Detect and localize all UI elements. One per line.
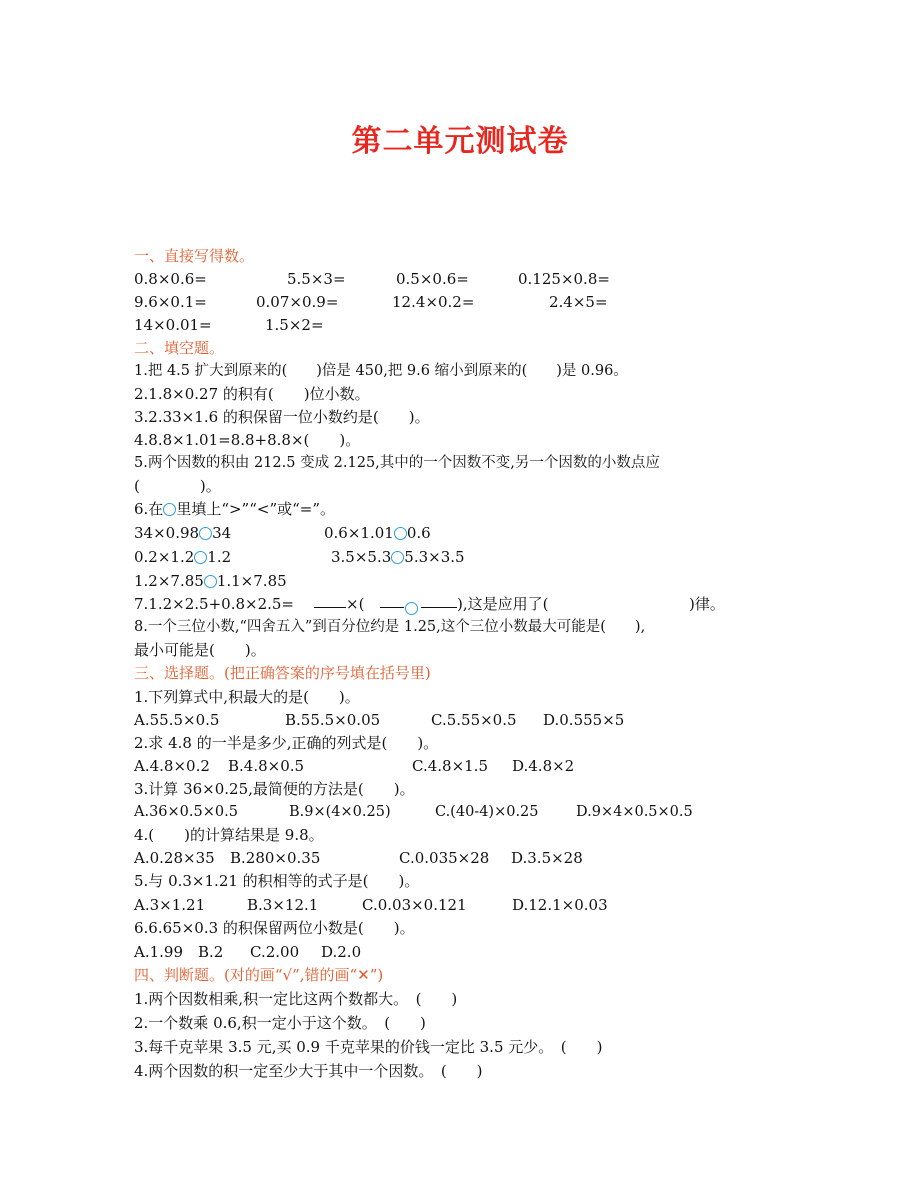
compare-item: 3.5×5.3 5.3×3.5 <box>331 548 465 566</box>
option: B.2 <box>198 943 224 961</box>
compare-row-2 <box>134 546 834 568</box>
choice-question-1: 1.下列算式中,积最大的是( )。 <box>134 688 360 706</box>
fill-question-5-blank: ( )。 <box>134 477 221 495</box>
choice-question-2: 2.求 4.8 的一半是多少,正确的列式是( )。 <box>134 734 439 752</box>
choice-options-2 <box>134 755 734 777</box>
section-3-heading: 三、选择题。(把正确答案的序号填在括号里) <box>134 664 431 682</box>
fill-question-2: 2.1.8×0.27 的积有( )位小数。 <box>134 385 370 403</box>
fill-question-4: 4.8.8×1.01=8.8+8.8×( )。 <box>134 431 361 449</box>
choice-question-5: 5.与 0.3×1.21 的积相等的式子是( )。 <box>134 872 420 890</box>
calc-item: 2.4×5= <box>549 293 608 311</box>
fill-question-5: 5.两个因数的积由 212.5 变成 2.125,其中的一个因数不变,另一个因数的小数点应 <box>134 455 660 471</box>
q7-rule-open: ),这是应用了( <box>457 595 549 613</box>
page-title: 第二单元测试卷 <box>351 124 569 159</box>
circle-icon[interactable] <box>194 551 207 564</box>
section-2-heading: 二、填空题。 <box>134 339 225 357</box>
circle-icon[interactable] <box>204 575 217 588</box>
option: C.(40-4)×0.25 <box>435 804 539 820</box>
option: D.2.0 <box>321 943 362 961</box>
choice-options-1 <box>134 709 734 731</box>
calc-item: 0.8×0.6= <box>134 270 207 288</box>
compare-row-3 <box>134 570 834 592</box>
option: C.5.55×0.5 <box>431 711 517 729</box>
judge-question-2: 2.一个数乘 0.6,积一定小于这个数。 ( ) <box>134 1014 426 1032</box>
calc-item: 1.5×2= <box>265 316 324 334</box>
circle-icon[interactable] <box>199 527 212 540</box>
fill-question-8: 8.一个三位小数,“四舍五入”到百分位约是 1.25,这个三位小数最大可能是( ), <box>134 619 646 635</box>
choice-options-4 <box>134 847 734 869</box>
judge-question-3: 3.每千克苹果 3.5 元,买 0.9 千克苹果的价钱一定比 3.5 元少。 ( ) <box>134 1038 603 1056</box>
fill-question-7 <box>134 593 794 615</box>
calc-item: 0.07×0.9= <box>256 293 339 311</box>
option: B.55.5×0.05 <box>285 711 381 729</box>
compare-item: 34×0.98 34 <box>134 524 232 542</box>
option: A.36×0.5×0.5 <box>134 804 238 820</box>
calc-row-2 <box>134 291 834 313</box>
option: D.3.5×28 <box>511 849 583 867</box>
compare-item: 1.2×7.85 1.1×7.85 <box>134 572 287 590</box>
q7-formula: 7.1.2×2.5+0.8×2.5= <box>134 595 295 613</box>
choice-question-4: 4.( )的计算结果是 9.8。 <box>134 826 324 844</box>
calc-item: 14×0.01= <box>134 316 212 334</box>
choice-options-5 <box>134 894 734 916</box>
option: B.280×0.35 <box>230 849 321 867</box>
option: C.0.03×0.121 <box>362 896 467 914</box>
judge-question-1: 1.两个因数相乘,积一定比这两个数都大。 ( ) <box>134 990 458 1008</box>
blank-line[interactable] <box>314 593 346 608</box>
q7-times: ×( <box>346 595 365 613</box>
option: B.4.8×0.5 <box>228 757 305 775</box>
blank-line[interactable] <box>380 593 404 608</box>
section-1-heading: 一、直接写得数。 <box>134 247 255 265</box>
judge-question-4: 4.两个因数的积一定至少大于其中一个因数。 ( ) <box>134 1062 483 1080</box>
blank-line[interactable] <box>421 593 457 608</box>
calc-row-1 <box>134 268 834 290</box>
option: C.4.8×1.5 <box>412 757 488 775</box>
option: C.0.035×28 <box>399 849 490 867</box>
compare-item: 0.2×1.2 1.2 <box>134 548 232 566</box>
option: A.4.8×0.2 <box>134 757 210 775</box>
choice-options-3 <box>134 801 754 823</box>
calc-row-3 <box>134 314 834 336</box>
calc-item: 0.5×0.6= <box>396 270 469 288</box>
choice-question-3: 3.计算 36×0.25,最简便的方法是( )。 <box>134 780 415 798</box>
calc-item: 5.5×3= <box>287 270 346 288</box>
option: A.1.99 <box>134 943 183 961</box>
q6-prefix: 6.在 <box>134 500 164 518</box>
option: C.2.00 <box>250 943 300 961</box>
circle-icon[interactable] <box>391 551 404 564</box>
q7-rule-close: )律。 <box>689 595 725 613</box>
option: B.9×(4×0.25) <box>289 804 391 820</box>
option: A.3×1.21 <box>134 896 206 914</box>
calc-item: 0.125×0.8= <box>518 270 610 288</box>
choice-options-6 <box>134 941 534 963</box>
option: D.12.1×0.03 <box>512 896 608 914</box>
calc-item: 12.4×0.2= <box>392 293 475 311</box>
option: D.0.555×5 <box>543 711 625 729</box>
choice-question-6: 6.6.65×0.3 的积保留两位小数是( )。 <box>134 919 415 937</box>
calc-item: 9.6×0.1= <box>134 293 207 311</box>
option: D.9×4×0.5×0.5 <box>576 804 693 820</box>
fill-question-3: 3.2.33×1.6 的积保留一位小数约是( )。 <box>134 408 430 426</box>
q6-suffix: 里填上“>”“<”或“=”。 <box>176 500 336 518</box>
fill-question-8-cont: 最小可能是( )。 <box>134 641 266 659</box>
option: B.3×12.1 <box>247 896 319 914</box>
circle-icon[interactable] <box>394 527 407 540</box>
option: D.4.8×2 <box>512 757 575 775</box>
circle-icon <box>163 503 176 516</box>
fill-question-6 <box>134 498 335 520</box>
section-4-heading: 四、判断题。(对的画“√”,错的画“✕”) <box>134 966 384 984</box>
fill-question-1: 1.把 4.5 扩大到原来的( )倍是 450,把 9.6 缩小到原来的( )是 0.96。 <box>134 363 628 379</box>
compare-row-1 <box>134 522 834 544</box>
option: A.0.28×35 <box>134 849 215 867</box>
option: A.55.5×0.5 <box>134 711 220 729</box>
compare-item: 0.6×1.01 0.6 <box>324 524 431 542</box>
